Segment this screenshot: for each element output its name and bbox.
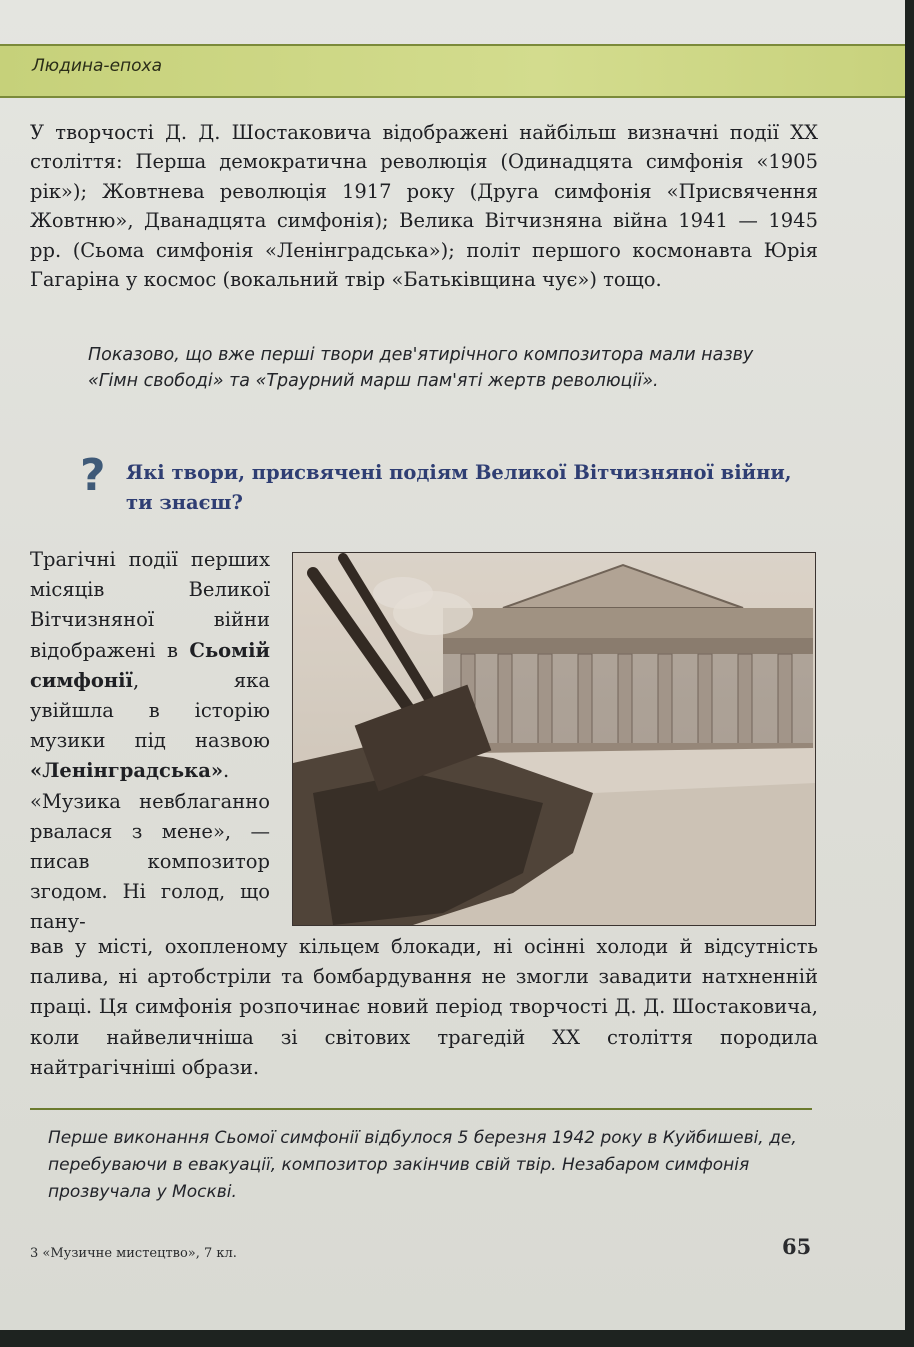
wrapped-paragraph-start: Трагічні події перших місяців Великої Вітчизняної війни відображені в Сьомій симфонії, яка увійшла в історію музики під назвою «Ленінградська». «Музика невблаганно рвалася з мене», — писав композитор згодом. Ні голод, що пану- [30, 548, 270, 934]
siege-photo [292, 552, 816, 926]
chapter-header-band [0, 44, 905, 98]
page-number: 65 [782, 1234, 812, 1259]
wrapped-paragraph-quote-start: . «Музика невблаганно рвалася з мене», — писав композитор згодом. Ні голод, що пану- [30, 759, 270, 934]
wrapped-paragraph-end: вав у місті, охопленому кільцем блокади, ні осінні холоди й відсутність палива, ні артобстріли та бомбардування не змогли завадити натхненній праці. Ця симфонія розпочинає новий період творчості Д. Д. Шостаковича, коли найвеличніша зі світових трагедій XX століття породила найтрагічніші образи. [30, 935, 818, 1079]
book-signature: 3 «Музичне мистецтво», 7 кл. [30, 1246, 237, 1261]
question-text: Які твори, присвячені подіям Великої Вітчизняної війни, ти знаєш? [126, 461, 792, 514]
section-divider [30, 1108, 812, 1110]
intro-paragraph: У творчості Д. Д. Шостаковича відображені найбільш визначні події XX століття: Перша демократична революція (Одинадцята симфонія «1905 рік»); Жовтнева революція 1917 року (Друга симфонія «Присвячення Жовтню», Дванадцята симфонія); Велика Вітчизняна війна 1941 — 1945 рр. (Сьома симфонія «Ленінградська»); політ першого космонавта Юрія Гагаріна у космос (вокальний твір «Батьківщина чує») тощо. [30, 121, 818, 292]
chapter-title: Людина-епоха [32, 56, 163, 76]
quote-paragraph: Показово, що вже перші твори дев'ятирічного композитора мали назву «Гімн свободі» та «Траурний марш пам'яті жертв революції». [88, 345, 754, 391]
footnote-text: Перше виконання Сьомої симфонії відбулося 5 березня 1942 року в Куйбишеві, де, перебуваючи в евакуації, композитор закінчив свій твір. Незабаром симфонія прозвучала у Москві. [48, 1128, 797, 1202]
question-mark-icon: ? [80, 450, 106, 501]
